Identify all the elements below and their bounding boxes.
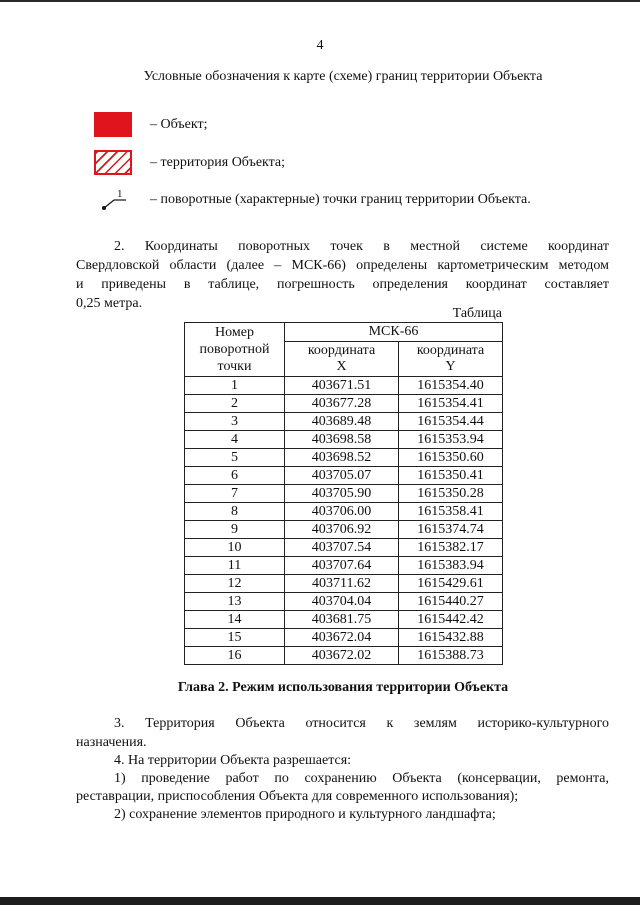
y-coordinate-cell: 1615388.73 [399, 647, 503, 665]
list-item-1-line: реставрации, приспособления Объекта для современного использования); [76, 789, 519, 804]
point-number-cell: 1 [185, 377, 285, 395]
scan-bottom-edge [0, 897, 640, 905]
page-number: 4 [316, 38, 324, 53]
paragraph-2-line: 0,25 метра. [76, 296, 143, 311]
chapter-2-heading: Глава 2. Режим использования территории Объекта [177, 680, 509, 695]
table-row [185, 485, 503, 503]
table-row [185, 539, 503, 557]
x-coordinate-cell: 403706.00 [285, 503, 399, 521]
header-x: координата X [285, 342, 399, 377]
point-number-cell: 15 [185, 629, 285, 647]
point-number-cell: 4 [185, 431, 285, 449]
list-item-1-line: 1) проведение работ по сохранению Объекта (консервации, ремонта, [114, 771, 609, 786]
table-row [185, 629, 503, 647]
list-item-2: 2) сохранение элементов природного и культурного ландшафта; [114, 807, 496, 822]
table-row [185, 557, 503, 575]
paragraph-2-line: и приведены в таблице, погрешность определения координат составляет [76, 277, 609, 292]
paragraph-4: 4. На территории Объекта разрешается: [114, 753, 352, 768]
scan-top-edge [0, 0, 640, 2]
y-coordinate-cell: 1615383.94 [399, 557, 503, 575]
y-coordinate-cell: 1615350.41 [399, 467, 503, 485]
table-row [185, 593, 503, 611]
y-coordinate-cell: 1615432.88 [399, 629, 503, 647]
y-coordinate-cell: 1615354.41 [399, 395, 503, 413]
x-coordinate-cell: 403707.54 [285, 539, 399, 557]
point-number-cell: 12 [185, 575, 285, 593]
y-coordinate-cell: 1615429.61 [399, 575, 503, 593]
table-caption: Таблица [452, 306, 502, 321]
table-row [185, 647, 503, 665]
x-coordinate-cell: 403705.07 [285, 467, 399, 485]
legend-label: – Объект; [150, 117, 208, 132]
y-coordinate-cell: 1615353.94 [399, 431, 503, 449]
point-number-cell: 2 [185, 395, 285, 413]
coordinates-table [184, 322, 503, 665]
x-coordinate-cell: 403707.64 [285, 557, 399, 575]
legend-label: – поворотные (характерные) точки границ территории Объекта. [150, 192, 531, 207]
point-number-cell: 11 [185, 557, 285, 575]
point-number-cell: 6 [185, 467, 285, 485]
point-number-cell: 10 [185, 539, 285, 557]
y-coordinate-cell: 1615350.60 [399, 449, 503, 467]
x-coordinate-cell: 403672.02 [285, 647, 399, 665]
header-y: координата Y [399, 342, 503, 377]
paragraph-2-line: Свердловской области (далее – МСК-66) определены картометрическим методом [76, 258, 609, 273]
legend-item-points [92, 187, 531, 213]
x-coordinate-cell: 403677.28 [285, 395, 399, 413]
legend-item-territory [92, 150, 285, 176]
y-coordinate-cell: 1615354.44 [399, 413, 503, 431]
object-symbol-icon [92, 112, 134, 138]
x-coordinate-cell: 403711.62 [285, 575, 399, 593]
x-coordinate-cell: 403705.90 [285, 485, 399, 503]
y-coordinate-cell: 1615354.40 [399, 377, 503, 395]
point-number-cell: 8 [185, 503, 285, 521]
table-row [185, 395, 503, 413]
x-coordinate-cell: 403706.92 [285, 521, 399, 539]
x-coordinate-cell: 403672.04 [285, 629, 399, 647]
table-row [185, 377, 503, 395]
table-row [185, 521, 503, 539]
y-coordinate-cell: 1615440.27 [399, 593, 503, 611]
x-coordinate-cell: 403671.51 [285, 377, 399, 395]
territory-hatch-icon [92, 150, 134, 176]
turning-point-icon [92, 187, 134, 213]
paragraph-3-line: назначения. [76, 735, 147, 750]
paragraph-2-line: 2. Координаты поворотных точек в местной системе координат [114, 239, 609, 254]
table-row [185, 467, 503, 485]
point-number-cell: 7 [185, 485, 285, 503]
x-coordinate-cell: 403681.75 [285, 611, 399, 629]
x-coordinate-cell: 403698.52 [285, 449, 399, 467]
table-row [185, 449, 503, 467]
legend-label: – территория Объекта; [150, 155, 286, 170]
header-system: МСК-66 [285, 323, 503, 342]
table-row [185, 503, 503, 521]
x-coordinate-cell: 403698.58 [285, 431, 399, 449]
y-coordinate-cell: 1615382.17 [399, 539, 503, 557]
x-coordinate-cell: 403704.04 [285, 593, 399, 611]
x-coordinate-cell: 403689.48 [285, 413, 399, 431]
point-number-cell: 16 [185, 647, 285, 665]
legend-item-object [92, 112, 207, 138]
point-number-cell: 3 [185, 413, 285, 431]
y-coordinate-cell: 1615358.41 [399, 503, 503, 521]
point-number-cell: 14 [185, 611, 285, 629]
table-row [185, 575, 503, 593]
table-row [185, 413, 503, 431]
y-coordinate-cell: 1615350.28 [399, 485, 503, 503]
y-coordinate-cell: 1615374.74 [399, 521, 503, 539]
legend-title: Условные обозначения к карте (схеме) границ территории Объекта [143, 69, 543, 84]
point-number-cell: 13 [185, 593, 285, 611]
table-row [185, 431, 503, 449]
header-point-number: Номер поворотной точки [185, 323, 285, 377]
point-number-cell: 5 [185, 449, 285, 467]
point-number-cell: 9 [185, 521, 285, 539]
table-row [185, 611, 503, 629]
y-coordinate-cell: 1615442.42 [399, 611, 503, 629]
marker-number: 1 [117, 188, 123, 200]
paragraph-3-line: 3. Территория Объекта относится к землям историко-культурного [114, 716, 609, 731]
